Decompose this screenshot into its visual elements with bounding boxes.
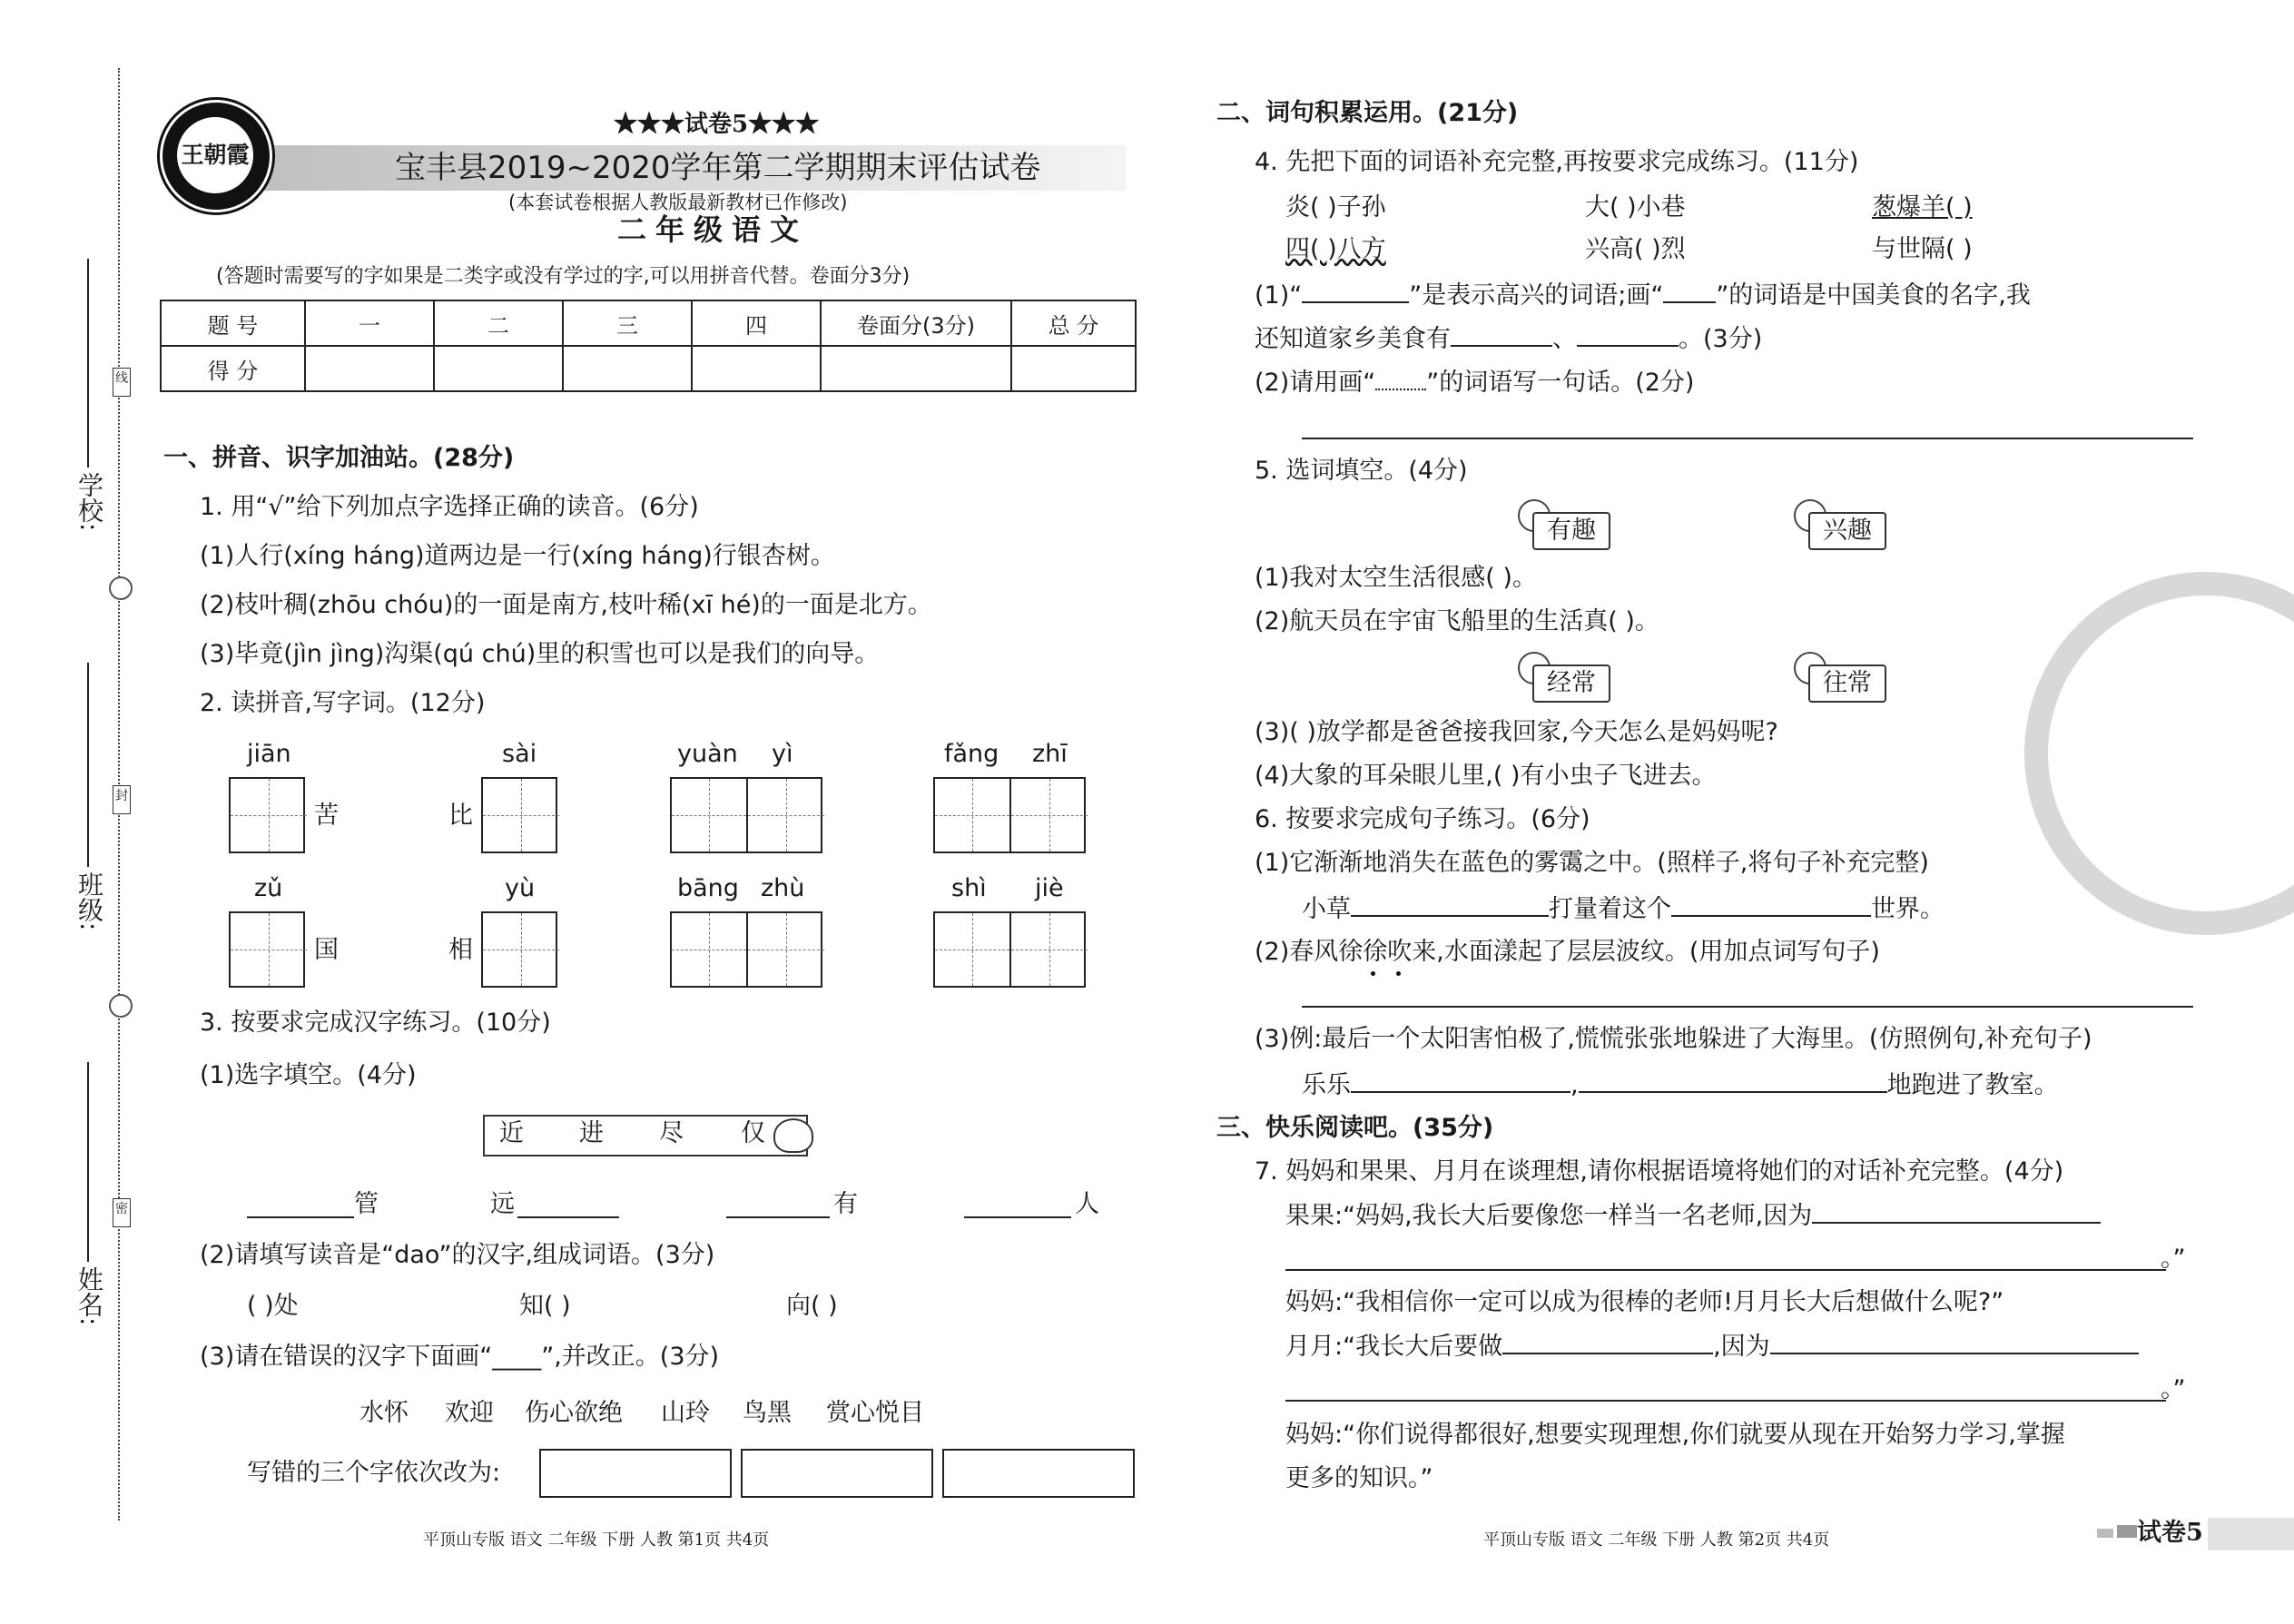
blank[interactable] <box>247 1216 354 1218</box>
q4-1: (1)“ ”是表示高兴的词语;画“ ”的词语是中国美食的名字,我 <box>1255 281 2031 310</box>
idiom: 大( )小巷 <box>1585 193 1686 221</box>
grade-subject: 二年级语文 <box>617 212 809 247</box>
q7-prompt: 7. 妈妈和果果、月月在谈理想,请你根据语境将她们的对话补充完整。(4分) <box>1255 1157 2064 1186</box>
logo-text: 王朝霞 <box>175 115 255 195</box>
q6-prompt: 6. 按要求完成句子练习。(6分) <box>1255 805 1590 833</box>
q1-item-1: (1)人行(xíng háng)道两边是一行(xíng háng)行银杏树。 <box>200 542 835 570</box>
answer-line[interactable] <box>1285 1400 2166 1402</box>
q4-1-cont: 还知道家乡美食有 、 。(3分) <box>1255 325 1763 353</box>
pinyin-label: zhù <box>761 874 805 902</box>
word-tag: 经常 <box>1532 664 1610 703</box>
exam-title: 宝丰县2019~2020学年第二学期期末评估试卷 <box>395 150 1041 186</box>
pinyin-label: yì <box>772 740 793 768</box>
fill-word: 远 <box>490 1190 515 1218</box>
blank[interactable] <box>1351 893 1549 917</box>
q5-item-1: (1)我对太空生活很感( )。 <box>1255 564 1537 592</box>
blank[interactable] <box>1577 323 1679 347</box>
score-header: 题 号 <box>161 300 305 346</box>
section-1-heading: 一、拼音、识字加油站。(28分) <box>163 444 515 472</box>
margin-xian: 线 <box>113 368 131 397</box>
given-char: 苦 <box>314 802 339 830</box>
correction-box[interactable] <box>741 1449 933 1498</box>
name-label: 姓名: <box>74 1266 104 1326</box>
pinyin-label: yuàn <box>677 740 738 768</box>
q3-3-prompt: (3)请在错误的汉字下面画“____”,并改正。(3分) <box>200 1343 720 1371</box>
correction-box[interactable] <box>539 1449 732 1498</box>
q6-item-1-fill: 小草 打量着这个 世界。 <box>1302 895 1944 923</box>
q1-prompt: 1. 用“√”给下列加点字选择正确的读音。(6分) <box>200 493 699 521</box>
score-header: 三 <box>563 300 692 346</box>
idiom: 四( )八方 <box>1285 235 1386 263</box>
watermark-seal <box>2024 572 2294 935</box>
corner-squares <box>2097 1529 2113 1538</box>
exam-badge: ★★★试卷5★★★ <box>614 111 820 138</box>
blank[interactable] <box>1812 1200 2101 1224</box>
q3-prompt: 3. 按要求完成汉字练习。(10分) <box>200 1009 551 1037</box>
writing-grid[interactable] <box>481 777 557 853</box>
fill-word: 人 <box>1075 1190 1099 1218</box>
scissor-icon <box>109 576 133 600</box>
pinyin-label: jiè <box>1035 874 1064 902</box>
q3-1-prompt: (1)选字填空。(4分) <box>200 1061 417 1089</box>
q1-item-2: (2)枝叶稠(zhōu chóu)的一面是南方,枝叶稀(xī hé)的一面是北方。 <box>200 591 932 619</box>
q6-item-1: (1)它渐渐地消失在蓝色的雾霭之中。(照样子,将句子补充完整) <box>1255 849 1929 877</box>
margin-feng: 封 <box>113 785 131 814</box>
blank[interactable] <box>517 1216 619 1218</box>
corner-tab <box>2208 1518 2294 1550</box>
corner-label: 试卷5 <box>2137 1519 2203 1547</box>
score-cell[interactable] <box>305 346 434 391</box>
class-blank <box>87 663 89 867</box>
char-choice: 仅 <box>741 1119 765 1147</box>
pinyin-label: zhī <box>1032 740 1068 768</box>
answer-line[interactable] <box>1285 1269 2166 1271</box>
score-header: 一 <box>305 300 434 346</box>
error-word: 山玲 <box>661 1399 710 1427</box>
pinyin-label: jiān <box>247 740 291 768</box>
q6-item-3-fill: 乐乐 , 地跑进了教室。 <box>1302 1071 2059 1099</box>
q6-item-2: (2)春风徐徐吹来,水面漾起了层层波纹。(用加点词写句子) <box>1255 938 1880 966</box>
writing-grid[interactable] <box>481 911 557 988</box>
blank[interactable] <box>1770 1331 2139 1354</box>
dialogue-mama-2-cont: 更多的知识。” <box>1285 1464 1433 1492</box>
q3-2-prompt: (2)请填写读音是“dao”的汉字,组成词语。(3分) <box>200 1241 715 1269</box>
section-2-heading: 二、词句积累运用。(21分) <box>1216 99 1519 127</box>
error-word: 欢迎 <box>445 1399 494 1427</box>
close-quote: 。” <box>2161 1245 2186 1273</box>
word-tag: 往常 <box>1808 664 1886 703</box>
word-tag: 兴趣 <box>1808 512 1886 550</box>
given-char: 国 <box>314 936 339 964</box>
blank[interactable] <box>1502 1331 1713 1354</box>
word-tag: 有趣 <box>1532 512 1610 550</box>
dao-word: 知( ) <box>519 1292 571 1320</box>
writing-grid[interactable] <box>933 777 1086 853</box>
q5-item-3: (3)( )放学都是爸爸接我回家,今天怎么是妈妈呢? <box>1255 718 1778 746</box>
idiom: 炎( )子孙 <box>1285 193 1386 221</box>
blank[interactable] <box>1579 1069 1887 1093</box>
given-char: 比 <box>448 802 473 830</box>
error-word: 鸟黑 <box>743 1399 792 1427</box>
name-blank <box>87 1062 89 1262</box>
idiom: 与世隔( ) <box>1872 235 1973 263</box>
footer-left: 平顶山专版 语文 二年级 下册 人教 第1页 共4页 <box>423 1530 770 1550</box>
score-header: 二 <box>434 300 563 346</box>
logo-seal <box>160 100 272 212</box>
score-header: 四 <box>692 300 821 346</box>
score-row-label: 得 分 <box>161 346 305 391</box>
score-header: 卷面分(3分) <box>821 300 1011 346</box>
blank[interactable] <box>1451 323 1552 347</box>
score-cell[interactable] <box>821 346 1011 391</box>
writing-grid[interactable] <box>229 911 305 988</box>
q5-item-4: (4)大象的耳朵眼儿里,( )有小虫子飞进去。 <box>1255 762 1717 790</box>
school-blank <box>87 259 89 468</box>
q5-item-2: (2)航天员在宇宙飞船里的生活真( )。 <box>1255 607 1659 635</box>
char-choice: 近 <box>499 1119 524 1147</box>
pinyin-label: yù <box>505 874 536 902</box>
exam-note: (答题时需要写的字如果是二类字或没有学过的字,可以用拼音代替。卷面分3分) <box>216 265 911 288</box>
dao-word: 向( ) <box>786 1292 838 1320</box>
score-cell[interactable] <box>1011 346 1136 391</box>
blank[interactable] <box>1351 1069 1570 1093</box>
school-label: 学校: <box>74 472 104 532</box>
idiom: 葱爆羊( ) <box>1872 193 1973 221</box>
blank[interactable] <box>1663 280 1716 303</box>
blank[interactable] <box>1302 280 1409 303</box>
q4-2: (2)请用画“ ”的词语写一句话。(2分) <box>1255 369 1695 397</box>
exam-subtitle: (本套试卷根据人教版最新教材已作修改) <box>508 192 848 213</box>
score-table <box>160 300 1137 392</box>
scissor-icon <box>109 994 133 1018</box>
pinyin-label: zǔ <box>254 874 283 902</box>
elephant-icon <box>773 1118 813 1153</box>
error-word: 伤心欲绝 <box>525 1399 623 1427</box>
q5-prompt: 5. 选词填空。(4分) <box>1255 457 1468 485</box>
score-cell[interactable] <box>563 346 692 391</box>
given-char: 相 <box>448 936 473 964</box>
blank[interactable] <box>964 1216 1071 1218</box>
pinyin-label: sài <box>502 740 537 768</box>
error-word: 水怀 <box>359 1399 409 1427</box>
dialogue-mama-2: 妈妈:“你们说得都很好,想要实现理想,你们就要从现在开始努力学习,掌握 <box>1285 1421 2065 1449</box>
emphasis-dot <box>1371 971 1375 976</box>
dialogue-guoguo: 果果:“妈妈,我长大后要像您一样当一名老师,因为 <box>1285 1200 2101 1232</box>
pinyin-label: shì <box>951 874 987 902</box>
pinyin-label: bāng <box>677 874 739 902</box>
fill-word: 管 <box>354 1190 379 1218</box>
writing-grid[interactable] <box>670 911 822 988</box>
score-cell[interactable] <box>434 346 563 391</box>
dao-word: ( )处 <box>247 1292 299 1320</box>
margin-mi: 密 <box>113 1198 131 1227</box>
writing-grid[interactable] <box>933 911 1086 988</box>
class-label: 班级: <box>74 871 104 931</box>
blank[interactable] <box>1671 893 1871 917</box>
char-choice: 进 <box>579 1119 604 1147</box>
writing-grid[interactable] <box>670 777 822 853</box>
answer-line[interactable] <box>1302 1006 2193 1008</box>
dialogue-yueyue: 月月:“我长大后要做 ,因为 <box>1285 1331 2139 1363</box>
q1-item-3: (3)毕竟(jìn jìng)沟渠(qú chú)里的积雪也可以是我们的向导。 <box>200 640 880 668</box>
answer-line[interactable] <box>1302 438 2193 439</box>
section-3-heading: 三、快乐阅读吧。(35分) <box>1216 1114 1494 1142</box>
fill-word: 有 <box>833 1190 858 1218</box>
score-header: 总 分 <box>1011 300 1136 346</box>
emphasis-dot <box>1396 971 1401 976</box>
q6-item-3: (3)例:最后一个太阳害怕极了,慌慌张张地躲进了大海里。(仿照例句,补充句子) <box>1255 1025 2092 1053</box>
correction-label: 写错的三个字依次改为: <box>247 1459 501 1487</box>
blank[interactable] <box>726 1216 830 1218</box>
score-cell[interactable] <box>692 346 821 391</box>
footer-right: 平顶山专版 语文 二年级 下册 人教 第2页 共4页 <box>1483 1530 1830 1550</box>
error-word: 赏心悦目 <box>826 1399 924 1427</box>
q4-prompt: 4. 先把下面的词语补充完整,再按要求完成练习。(11分) <box>1255 148 1859 176</box>
char-choice: 尽 <box>659 1119 684 1147</box>
correction-box[interactable] <box>942 1449 1135 1498</box>
q2-prompt: 2. 读拼音,写字词。(12分) <box>200 689 486 717</box>
writing-grid[interactable] <box>229 777 305 853</box>
dialogue-mama-1: 妈妈:“我相信你一定可以成为很棒的老师!月月长大后想做什么呢?” <box>1285 1288 2004 1316</box>
corner-squares <box>2117 1525 2137 1538</box>
idiom: 兴高( )烈 <box>1585 235 1686 263</box>
pinyin-label: fǎng <box>944 740 999 768</box>
close-quote: 。” <box>2161 1375 2186 1403</box>
